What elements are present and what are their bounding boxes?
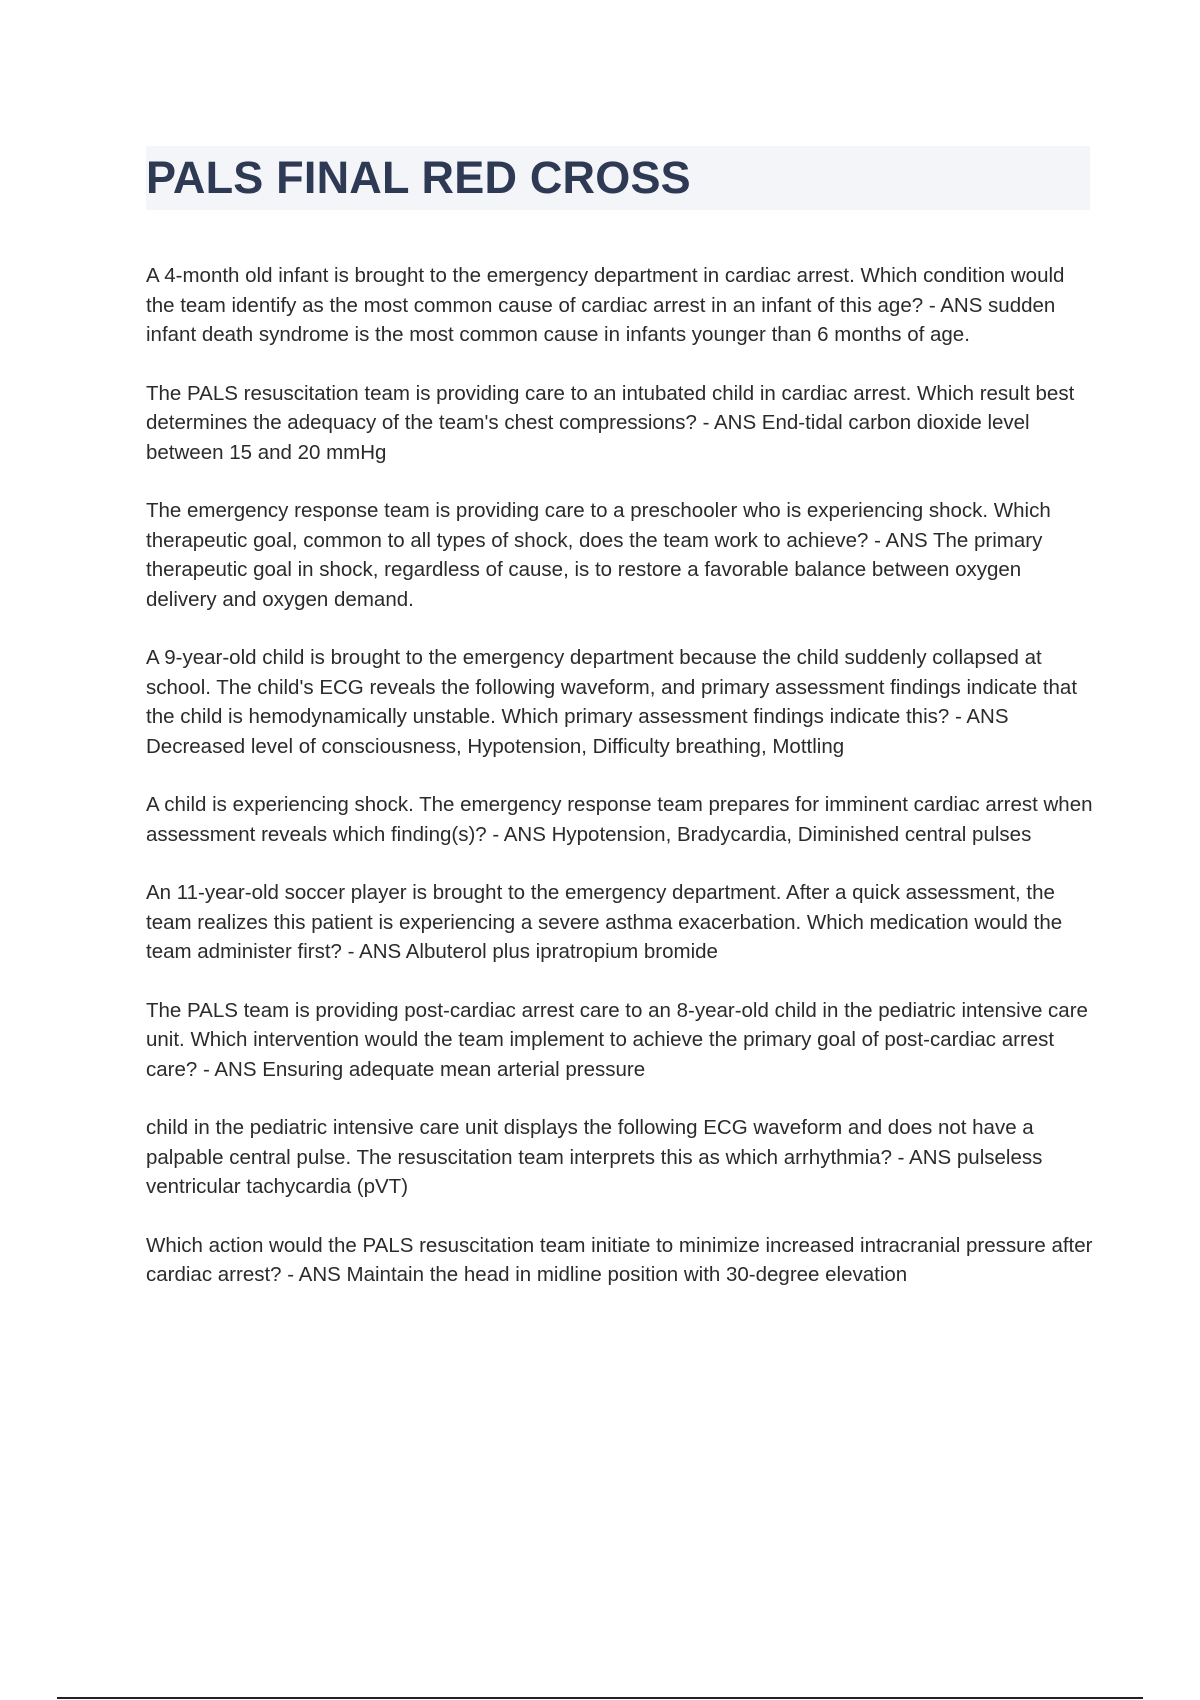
qa-item-5: A child is experiencing shock. The emergency response team prepares for imminent cardiac arrest when assessment reveals which finding(s)? - ANS Hypotension, Bradycardia, Diminished central pulses	[146, 793, 1093, 846]
qa-list	[146, 261, 1096, 1319]
qa-item-9: Which action would the PALS resuscitation team initiate to minimize increased intracranial pressure after cardiac arrest? - ANS Maintain the head in midline position with 30-degree elevation	[146, 1233, 1093, 1286]
qa-item-7: The PALS team is providing post-cardiac arrest care to an 8-year-old child in the pediatric intensive care unit. Which intervention would the team implement to achieve the primary goal of post-cardiac arrest care? - ANS Ensuring adequate mean arterial pressure	[146, 998, 1088, 1081]
footer-divider	[57, 1697, 1143, 1699]
qa-item-1: A 4-month old infant is brought to the emergency department in cardiac arrest. Which condition would the team identify as the most common cause of cardiac arrest in an infant of this age? - ANS sudden infant death syndrome is the most common cause in infants younger than 6 months of age.	[146, 264, 1065, 346]
qa-item-3: The emergency response team is providing care to a preschooler who is experiencing shock. Which therapeutic goal, common to all types of shock, does the team work to achieve? - ANS The primary therapeutic goal in shock, regardless of cause, is to restore a favorable balance between oxygen delivery and oxygen demand.	[146, 499, 1051, 611]
qa-item-8: child in the pediatric intensive care unit displays the following ECG waveform and does not have a palpable central pulse. The resuscitation team interprets this as which arrhythmia? - ANS pulseless ventricular tachycardia (pVT)	[146, 1116, 1043, 1198]
page-title: PALS FINAL RED CROSS	[146, 152, 691, 203]
qa-item-6: An 11-year-old soccer player is brought to the emergency department. After a quick assessment, the team realizes this patient is experiencing a severe asthma exacerbation. Which medication would the team administer first? - ANS Albuterol plus ipratropium bromide	[146, 881, 1063, 963]
qa-item-4: A 9-year-old child is brought to the emergency department because the child suddenly collapsed at school. The child's ECG reveals the following waveform, and primary assessment findings indicate that the child is hemodynamically unstable. Which primary assessment findings indicate this? - ANS Decreased level of consciousness, Hypotension, Difficulty breathing, Mottling	[146, 646, 1078, 758]
qa-item-2: The PALS resuscitation team is providing care to an intubated child in cardiac arrest. Which result best determines the adequacy of the team's chest compressions? - ANS End-tidal carbon dioxide level between 15 and 20 mmHg	[146, 381, 1075, 464]
